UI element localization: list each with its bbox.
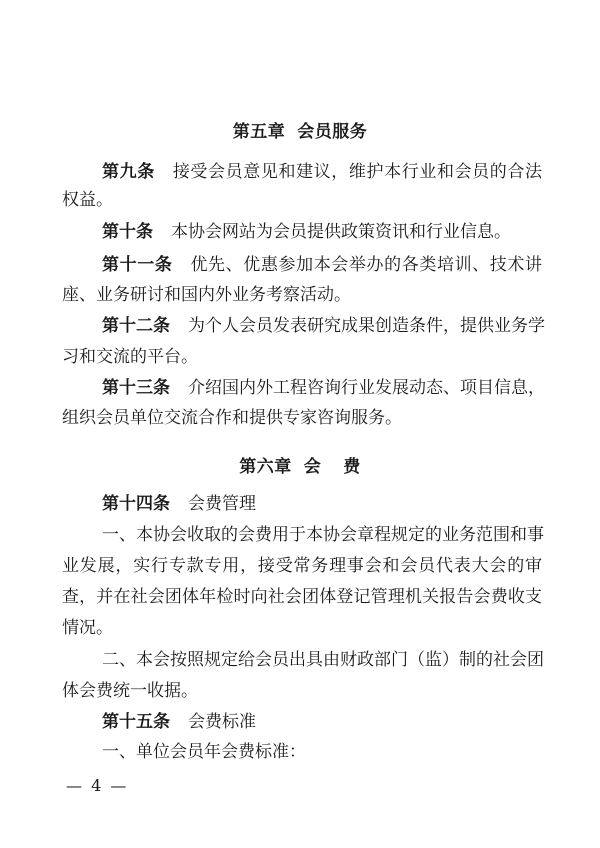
article-14-p1-line-2: 业发展，实行专款专用，接受常务理事会和会员代表大会的审: [62, 556, 542, 576]
article-14-label: 第十四条: [102, 494, 170, 514]
article-15-p1-line-1: 一、单位会员年会费标准：: [102, 742, 306, 762]
article-15-label: 第十五条: [102, 712, 170, 732]
article-12-label: 第十二条: [102, 316, 170, 336]
article-15-heading: 会费标准: [188, 712, 256, 732]
article-14-p2-line-2: 体会费统一收据。: [62, 681, 198, 701]
article-10-label: 第十条: [102, 222, 153, 242]
chapter-6-title: [0, 452, 600, 477]
article-13-text-2: 组织会员单位交流合作和提供专家咨询服务。: [62, 408, 402, 428]
chapter-6-number: 第六章: [239, 457, 292, 477]
chapter-5-name: 会员服务: [297, 122, 368, 142]
page-number: — 4 —: [66, 776, 129, 795]
article-12-line-1: [102, 315, 545, 337]
article-9-line-1: [102, 161, 542, 183]
article-14-p1-line-4: 情况。: [62, 618, 113, 638]
article-9-label: 第九条: [102, 162, 155, 182]
chapter-5-number: 第五章: [232, 122, 286, 142]
article-11-text-1: 优先、优惠参加本会举办的各类培训、技术讲: [190, 255, 543, 275]
article-14-p2-line-1: 二、本会按照规定给会员出具由财政部门（监）制的社会团: [102, 650, 544, 670]
article-14-line-1: [102, 493, 542, 515]
chapter-6-name-2: 费: [343, 457, 361, 477]
article-9-text-2: 权益。: [62, 190, 113, 210]
article-14-p1-line-3: 查，并在社会团体年检时向社会团体登记管理机关报告会费收支: [62, 587, 542, 607]
article-11-line-1: [102, 254, 542, 276]
article-14-heading: 会费管理: [188, 494, 256, 514]
article-9-text-1: 接受会员意见和建议，维护本行业和会员的合法: [172, 162, 543, 182]
article-13-line-1: [102, 377, 545, 399]
article-11-label: 第十一条: [102, 255, 173, 275]
article-12-text-2: 习和交流的平台。: [62, 347, 198, 367]
article-10-line-1: [102, 221, 542, 243]
article-13-label: 第十三条: [102, 378, 170, 398]
article-10-text-1: 本协会网站为会员提供政策资讯和行业信息。: [171, 222, 511, 242]
article-13-text-1: 介绍国内外工程咨询行业发展动态、项目信息，: [188, 378, 545, 398]
article-14-p1-line-1: 一、本协会收取的会费用于本协会章程规定的业务范围和事: [102, 525, 544, 545]
article-15-line-1: [102, 711, 542, 733]
chapter-6-name-1: 会: [303, 457, 322, 477]
article-11-text-2: 座、业务研讨和国内外业务考察活动。: [62, 285, 351, 305]
article-12-text-1: 为个人会员发表研究成果创造条件，提供业务学: [188, 316, 545, 336]
chapter-5-title: [0, 117, 600, 142]
